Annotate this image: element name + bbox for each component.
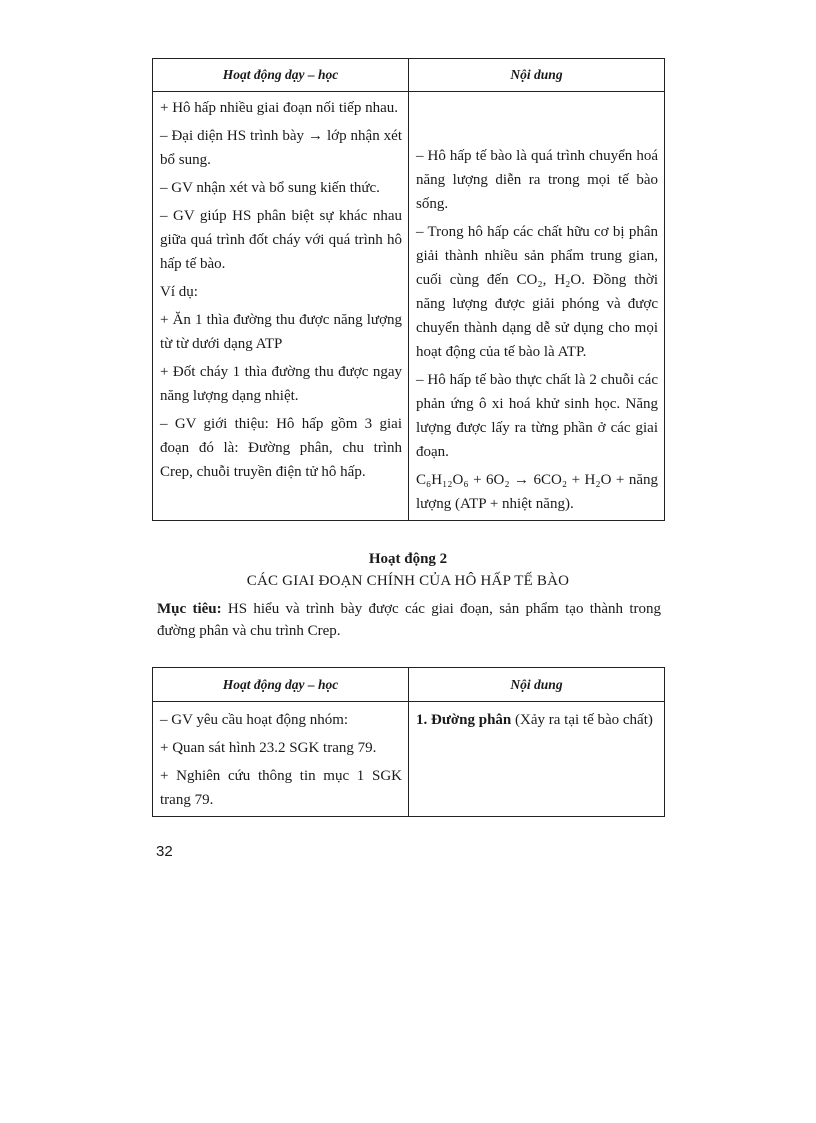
list-item: + Đốt cháy 1 thìa đường thu được ngay năng lượng dạng nhiệt. (160, 364, 402, 404)
activities-cell (153, 702, 409, 817)
objective (157, 598, 661, 642)
teaching-table-1 (152, 58, 665, 521)
table-row (153, 702, 665, 817)
activity-subtitle: CÁC GIAI ĐOẠN CHÍNH CỦA HÔ HẤP TẾ BÀO (246, 573, 570, 589)
list-item: – GV giới thiệu: Hô hấp gồm 3 giai đoạn đó là: Đường phân, chu trình Crep, chuỗi truyền điện tử hô hấp. (160, 416, 402, 480)
table-header-row (153, 59, 665, 92)
teaching-table-2 (152, 667, 665, 817)
list-item: – GV giúp HS phân biệt sự khác nhau giữa quá trình đốt cháy với quá trình hô hấp tế bào. (160, 208, 402, 272)
section-heading (416, 708, 658, 732)
objective-label: Mục tiêu: (157, 601, 222, 617)
equation: C₆H₁₂O₆ + 6O₂ → 6CO₂ + H₂O + năng lượng (ATP + nhiệt năng). (416, 472, 658, 512)
list-item: + Ăn 1 thìa đường thu được năng lượng từ từ dưới dạng ATP (160, 312, 402, 352)
table-header-row (153, 668, 665, 702)
header-content: Nội dung (409, 59, 665, 92)
activities-cell (153, 92, 409, 521)
list-item: Ví dụ: (160, 284, 198, 300)
table-row (153, 92, 665, 521)
header-content: Nội dung (409, 668, 665, 702)
list-item: + Hô hấp nhiều giai đoạn nối tiếp nhau. (160, 100, 398, 116)
header-teaching-activities: Hoạt động dạy – học (153, 59, 409, 92)
list-item: – Hô hấp tế bào thực chất là 2 chuỗi các phản ứng ô xi hoá khử sinh học. Năng lượng được lấy ra từng phần ở các giai đoạn. (416, 372, 658, 460)
section-title: 1. Đường phân (416, 712, 512, 728)
content-cell (409, 702, 665, 817)
objective-text: HS hiểu và trình bày được các giai đoạn, sản phẩm tạo thành trong đường phân và chu trình Crep. (157, 601, 662, 639)
list-item: – GV yêu cầu hoạt động nhóm: (160, 712, 349, 728)
header-teaching-activities: Hoạt động dạy – học (153, 668, 409, 702)
section-note: (Xảy ra tại tế bào chất) (515, 712, 653, 728)
list-item: – Đại diện HS trình bày → lớp nhận xét bổ sung. (160, 128, 402, 168)
list-item: – Trong hô hấp các chất hữu cơ bị phân giải thành nhiều sản phẩm trung gian, cuối cùng đến CO₂, H₂O. Đồng thời năng lượng được giải phóng và được chuyển thành dạng dễ sử dụng cho mọi hoạt động của tế bào là ATP. (416, 224, 658, 360)
content-cell (409, 92, 665, 521)
page-number: 32 (156, 843, 173, 860)
list-item: – GV nhận xét và bổ sung kiến thức. (160, 180, 380, 196)
activity-title: Hoạt động 2 (368, 551, 448, 567)
list-item: + Nghiên cứu thông tin mục 1 SGK trang 79. (160, 768, 402, 808)
list-item: – Hô hấp tế bào là quá trình chuyển hoá năng lượng diễn ra trong mọi tế bào sống. (416, 148, 658, 212)
list-item: + Quan sát hình 23.2 SGK trang 79. (160, 740, 377, 756)
